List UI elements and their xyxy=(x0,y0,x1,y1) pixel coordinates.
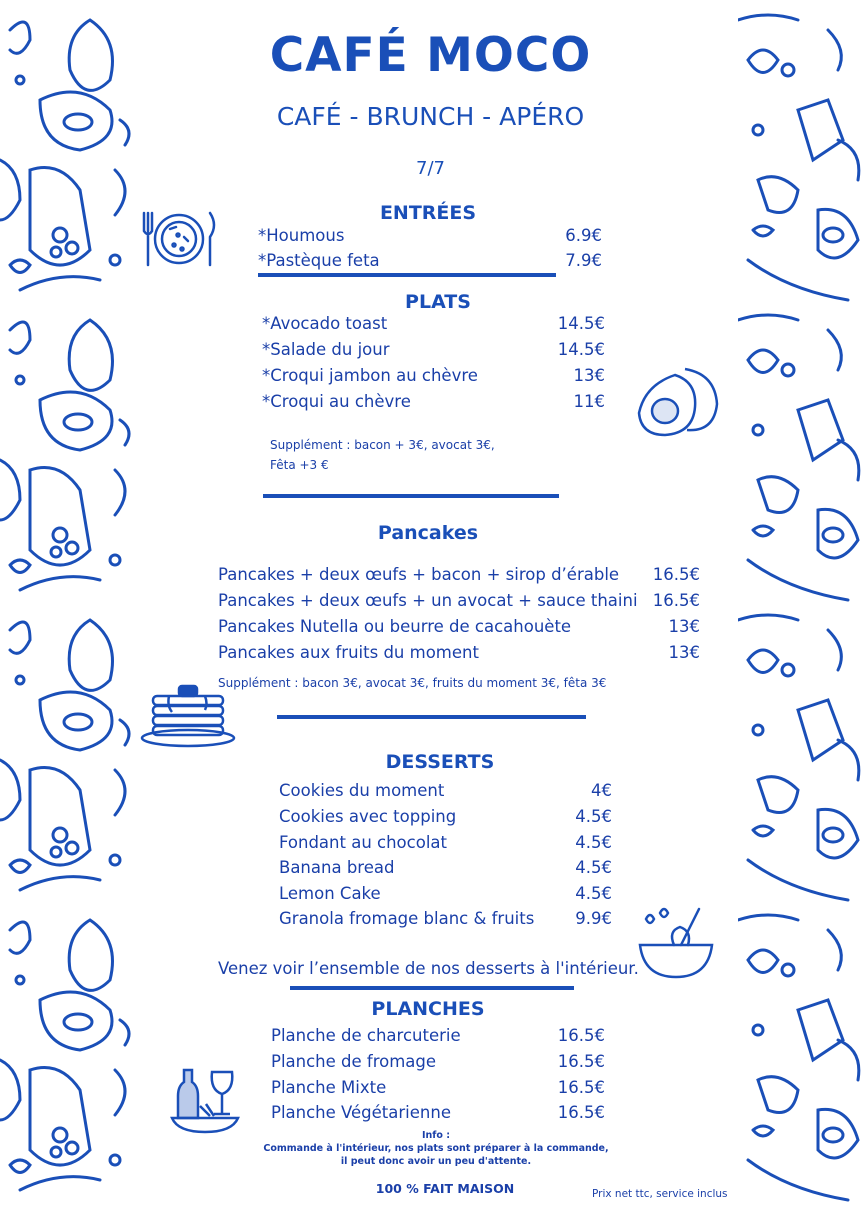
planches-item-price: 16.5€ xyxy=(557,1026,605,1045)
desserts-item-name: Lemon Cake xyxy=(279,884,381,903)
opening-days: 7/7 xyxy=(416,158,445,179)
desserts-item-name: Cookies avec topping xyxy=(279,807,457,826)
plats-item-name: *Salade du jour xyxy=(262,340,390,359)
info-title: Info : xyxy=(421,1130,451,1141)
plats-item-name: *Croqui au chèvre xyxy=(262,392,411,411)
entrees-item-price: 7.9€ xyxy=(565,251,602,270)
entrees-heading: ENTRÉES xyxy=(379,202,477,224)
prix-note: Prix net ttc, service inclus xyxy=(592,1188,728,1200)
left-doodle-border xyxy=(0,0,138,1217)
plate-cutlery-icon xyxy=(138,209,220,269)
desserts-item-price: 4.5€ xyxy=(575,807,612,826)
planches-item-name: Planche Mixte xyxy=(271,1078,387,1097)
desserts-note: Venez voir l’ensemble de nos desserts à l'intérieur. xyxy=(218,959,639,978)
plats-heading: PLATS xyxy=(405,291,471,313)
pancakes-heading: Pancakes xyxy=(377,522,479,544)
cafe-subtitle: CAFÉ - BRUNCH - APÉRO xyxy=(276,102,585,131)
plats-item-name: *Croqui jambon au chèvre xyxy=(262,366,478,385)
pancakes-item-name: Pancakes + deux œufs + bacon + sirop d’érable xyxy=(218,565,620,584)
plats-supplement-line1: Supplément : bacon + 3€, avocat 3€, xyxy=(270,438,495,452)
planches-item-name: Planche de charcuterie xyxy=(271,1026,461,1045)
entrees-item-name: *Pastèque feta xyxy=(258,251,380,270)
divider xyxy=(258,273,556,277)
desserts-item-price: 4.5€ xyxy=(575,884,612,903)
desserts-item-name: Banana bread xyxy=(279,858,395,877)
plats-item-name: *Avocado toast xyxy=(262,314,388,333)
desserts-item-name: Cookies du moment xyxy=(279,781,445,800)
planches-item-name: Planche de fromage xyxy=(271,1052,437,1071)
pancakes-item-name: Pancakes + deux œufs + un avocat + sauce thaini xyxy=(218,591,638,610)
planches-item-price: 16.5€ xyxy=(557,1078,605,1097)
divider xyxy=(263,494,559,498)
planches-heading: PLANCHES xyxy=(371,998,485,1020)
desserts-item-name: Fondant au chocolat xyxy=(279,833,447,852)
pancakes-icon xyxy=(139,682,237,748)
desserts-heading: DESSERTS xyxy=(385,751,495,773)
doodle-pattern-right xyxy=(738,0,861,1217)
plats-item-price: 14.5€ xyxy=(557,314,605,333)
entrees-item-name: *Houmous xyxy=(258,226,345,245)
cafe-title: CAFÉ MOCO xyxy=(269,28,592,83)
planches-item-price: 16.5€ xyxy=(557,1103,605,1122)
plats-supplement-line2: Fêta +3 € xyxy=(270,458,329,472)
planches-item-price: 16.5€ xyxy=(557,1052,605,1071)
desserts-item-price: 4€ xyxy=(591,781,612,800)
wine-board-icon xyxy=(170,1066,240,1136)
pancakes-item-price: 13€ xyxy=(668,643,700,662)
desserts-item-price: 4.5€ xyxy=(575,833,612,852)
divider xyxy=(290,986,574,990)
pancakes-supplement: Supplément : bacon 3€, avocat 3€, fruits du moment 3€, fêta 3€ xyxy=(218,676,607,690)
desserts-item-name: Granola fromage blanc & fruits xyxy=(279,909,535,928)
plats-item-price: 14.5€ xyxy=(557,340,605,359)
mixing-bowl-icon xyxy=(636,905,716,980)
pancakes-item-name: Pancakes Nutella ou beurre de cacahouète xyxy=(218,617,572,636)
plats-item-price: 11€ xyxy=(573,392,605,411)
avocado-icon xyxy=(635,363,723,438)
desserts-item-price: 4.5€ xyxy=(575,858,612,877)
planches-item-name: Planche Végétarienne xyxy=(271,1103,451,1122)
desserts-item-price: 9.9€ xyxy=(575,909,612,928)
entrees-item-price: 6.9€ xyxy=(565,226,602,245)
pancakes-item-price: 13€ xyxy=(668,617,700,636)
info-line2: il peut donc avoir un peu d'attente. xyxy=(340,1156,532,1167)
divider xyxy=(277,715,586,719)
right-doodle-border xyxy=(738,0,861,1217)
fait-maison: 100 % FAIT MAISON xyxy=(375,1181,515,1196)
doodle-pattern-left xyxy=(0,0,138,1217)
pancakes-item-name: Pancakes aux fruits du moment xyxy=(218,643,479,662)
pancakes-item-price: 16.5€ xyxy=(652,565,700,584)
plats-item-price: 13€ xyxy=(573,366,605,385)
pancakes-item-price: 16.5€ xyxy=(652,591,700,610)
info-line1: Commande à l'intérieur, nos plats sont préparer à la commande, xyxy=(263,1143,609,1154)
